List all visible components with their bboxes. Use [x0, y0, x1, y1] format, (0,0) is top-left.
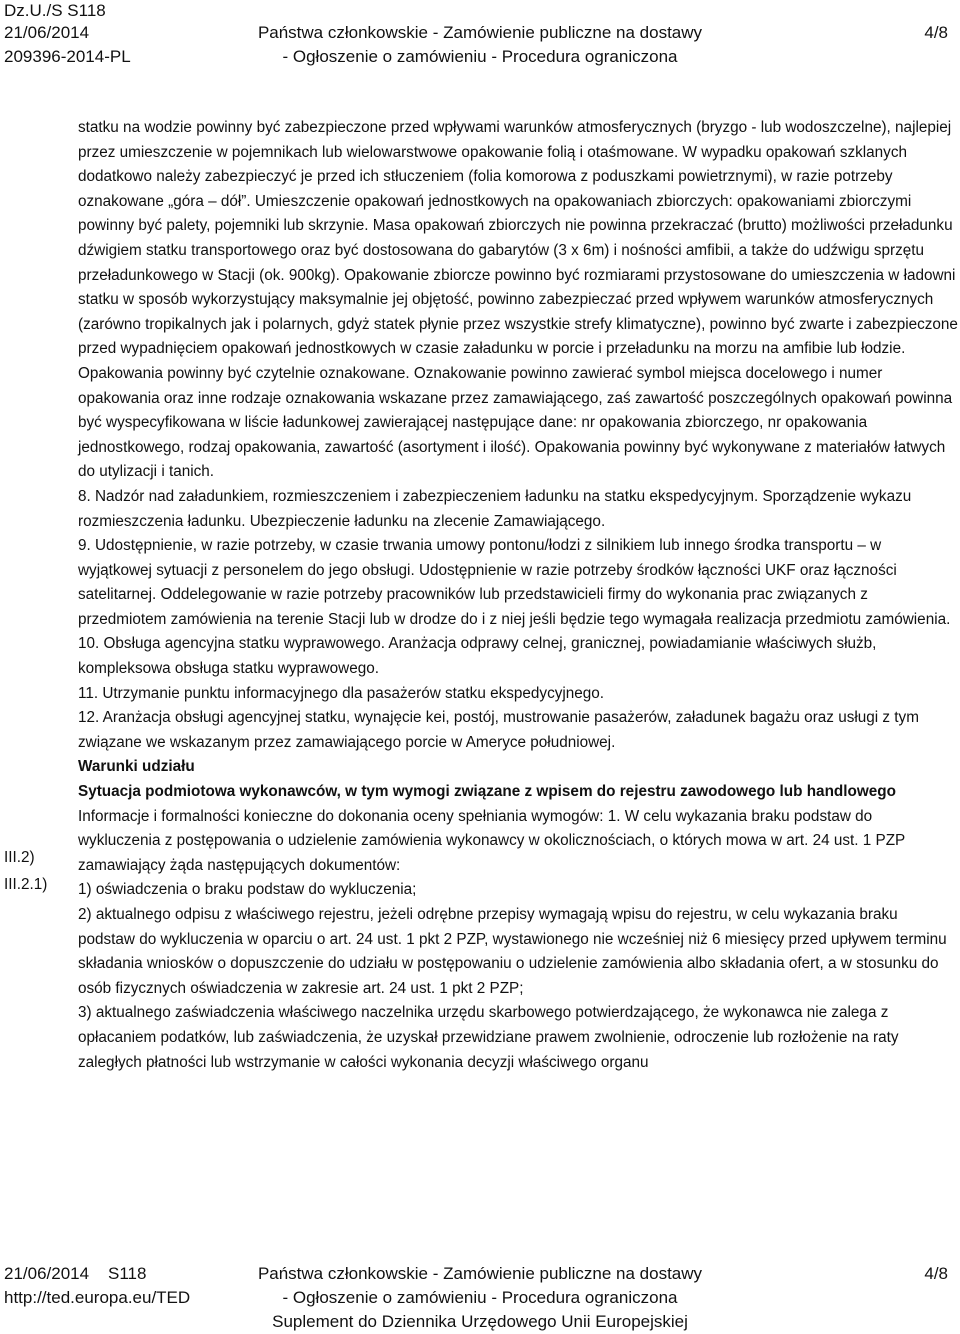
footer-title-line3: Suplement do Dziennika Urzędowego Unii Europejskiej: [272, 1312, 688, 1331]
footer-page-number: 4/8: [924, 1264, 948, 1283]
section-intro: Informacje i formalności konieczne do dokonania oceny spełniania wymogów: 1. W celu wykazania braku podstaw do wykluczenia z postępowania o udzielenie zamówienia wykonawcy w okolicznościach, o których mowa w art. 24 ust. 1 PZP zamawiający żąda następujących dokumentów:: [78, 807, 905, 874]
notice-id: 209396-2014-PL: [4, 47, 131, 66]
journal-ref: Dz.U./S S118: [4, 1, 106, 20]
list-item-9: 9. Udostępnienie, w razie potrzeby, w czasie trwania umowy pontonu/łodzi z silnikiem lub innego środka transportu – w wyjątkowej sytuacji z personelem do jego obsługi. Udostępnienie w razie potrzeby środków łączności UKF oraz łączności satelitarnej. Oddelegowanie w razie potrzeby pracowników lub przedstawicieli firmy do wykonania prac związanych z przedmiotem zamówienia na terenie Stacji lub w drodze do i z niej jeśli będzie tego wymagała realizacja przedmiotu zamówienia.: [78, 537, 951, 628]
section-title-III21: Sytuacja podmiotowa wykonawców, w tym wymogi związane z wpisem do rejestru zawodowego lub handlowego: [78, 783, 896, 801]
header-date: 21/06/2014: [4, 23, 90, 42]
section-title-III2: Warunki udziału: [78, 758, 195, 776]
document-body: [78, 116, 958, 1075]
list-item-12: 12. Aranżacja obsługi agencyjnej statku, wynajęcie kei, postój, mustrowanie pasażerów, załadunek bagażu oraz usługi z tym związane we wskazanym przez zamawiającego porcie w Ameryce południowej.: [78, 709, 919, 751]
required-document-3: 3) aktualnego zaświadczenia właściwego naczelnika urzędu skarbowego potwierdzającego, że wykonawca nie zalega z opłacaniem podatków, lub zaświadczenia, że uzyskał przewidziane prawem zwolnienie, odroczenie lub rozłożenie na raty zaległych płatności lub wstrzymanie w całości wykonania decyzji właściwego organu: [78, 1004, 899, 1071]
required-document-1: 1) oświadczenia o braku podstaw do wykluczenia;: [78, 881, 417, 899]
list-item-10: 10. Obsługa agencyjna statku wyprawowego. Aranżacja odprawy celnej, granicznej, powiadamianie właściwych służb, kompleksowa obsługa statku wyprawowego.: [78, 635, 877, 678]
header-title-line1: Państwa członkowskie - Zamówienie publiczne na dostawy: [257, 23, 703, 42]
footer-date: 21/06/2014: [4, 1264, 90, 1283]
header-page-number: 4/8: [924, 23, 948, 42]
body-paragraph-packaging: statku na wodzie powinny być zabezpieczone przed wpływami warunków atmosferycznych (bryzgo - lub wodoszczelne), najlepiej przez umieszczenie w pojemnikach lub wielowarstwowe opakowanie folią i otaśmowane. W wypadku opakowań szklanych dodatkowo należy zabezpieczyć je przed ich stłuczeniem (folia komorowa z poduszkami powietrznymi), w razie potrzeby oznakowane „góra – dół”. Umieszczenie opakowań jednostkowych na opakowaniach zbiorczych: opakowaniami zbiorczymi powinny być palety, pojemniki lub skrzynie. Masa opakowań zbiorczych nie powinna przekraczać (brutto) możliwości przeładunku dźwigiem statku transportowego oraz być dostosowana do gabarytów (3 x 6m) i nośności amfibii, a także do udźwigu sprzętu przeładunkowego w Stacji (ok. 900kg). Opakowanie zbiorcze powinno być rozmiarami przystosowane do umieszczenia w ładowni statku w sposób wykorzystujący maksymalnie jej objętość, powinno zabezpieczać przed wpływem warunków atmosferycznych (zarówno tropikalnych jak i polarnych, gdyż statek płynie przez wszystkie strefy klimatyczne), powinno być zwarte i zabezpieczone przed wypadnięciem opakowań jednostkowych w czasie załadunku w porcie i przeładunku na morzu na amfibie lub łodzie. Opakowania powinny być czytelnie oznakowane. Oznakowanie powinno zawierać symbol miejsca docelowego i numer opakowania oraz inne rodzaje oznakowania wskazane przez zamawiającego, zaś zawartość poszczególnych opakowań powinna być wyspecyfikowana w liście ładunkowej zawierającej następujące dane: nr opakowania zbiorczego, nr opakowania jednostkowego, rodzaj opakowania, zawartość (asortyment i ilość). Opakowania powinny być wykonywane z materiałów łatwych do utylizacji i tanich.: [78, 119, 958, 481]
footer-title-line2: - Ogłoszenie o zamówieniu - Procedura ograniczona: [282, 1288, 678, 1307]
footer-url[interactable]: http://ted.europa.eu/TED: [4, 1288, 191, 1307]
header-title-line2: - Ogłoszenie o zamówieniu - Procedura ograniczona: [282, 47, 678, 66]
footer-title-line1: Państwa członkowskie - Zamówienie publiczne na dostawy: [257, 1264, 703, 1283]
footer-series: S118: [108, 1264, 147, 1283]
required-document-2: 2) aktualnego odpisu z właściwego rejestru, jeżeli odrębne przepisy wymagają wpisu do rejestru, w celu wykazania braku podstaw do wykluczenia w oparciu o art. 24 ust. 1 pkt 2 PZP, wystawionego nie wcześniej niż 6 miesięcy przed upływem terminu składania wniosków o dopuszczenie do udziału w postępowaniu o udzielenie zamówienia albo składania ofert, a w stosunku do osób fizycznych oświadczenia w zakresie art. 24 ust. 1 pkt 2 PZP;: [78, 906, 947, 997]
list-item-11: 11. Utrzymanie punktu informacyjnego dla pasażerów statku ekspedycyjnego.: [78, 684, 605, 702]
section-number-III21: III.2.1): [4, 876, 48, 893]
section-number-III2: III.2): [4, 849, 35, 866]
list-item-8: 8. Nadzór nad załadunkiem, rozmieszczeniem i zabezpieczeniem ładunku na statku ekspedycyjnym. Sporządzenie wykazu rozmieszczenia ładunku. Ubezpieczenie ładunku na zlecenie Zamawiającego.: [78, 487, 912, 530]
